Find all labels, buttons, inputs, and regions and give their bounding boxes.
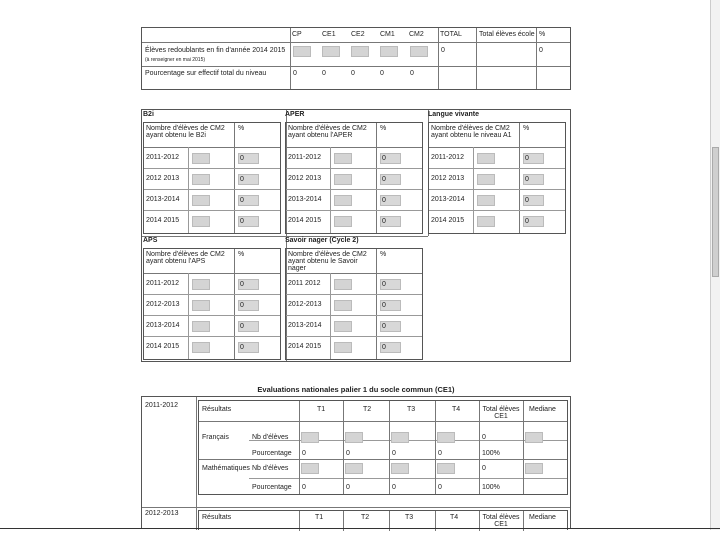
- eval-fr-t3-input[interactable]: [391, 432, 409, 443]
- b2i-count-input-3[interactable]: [192, 216, 210, 227]
- aps-pct-0: 0: [238, 279, 259, 290]
- eval-ma-pct-total: 100%: [482, 484, 500, 491]
- b2i-year-3: 2014 2015: [146, 217, 180, 224]
- langue-count-input-1[interactable]: [477, 174, 495, 185]
- eval2-header-t1: T1: [315, 514, 324, 521]
- eval2-header-t4: T4: [450, 514, 459, 521]
- eval2-header-mediane: Mediane: [529, 514, 556, 521]
- eval-ma-mediane-input[interactable]: [525, 463, 543, 474]
- aper-year-3: 2014 2015: [288, 217, 322, 224]
- eval-fr-t2-input[interactable]: [345, 432, 363, 443]
- savoir_nager-count-input-2[interactable]: [334, 321, 352, 332]
- savoir_nager-count-input-3[interactable]: [334, 342, 352, 353]
- header-total-eleves: Total élèves école: [479, 31, 535, 38]
- savoir-nager-section: [285, 237, 425, 360]
- b2i-year-0: 2011-2012: [146, 154, 179, 161]
- redoublants-panel: [141, 27, 571, 90]
- scrollbar-thumb[interactable]: [712, 147, 719, 277]
- b2i-pct-3: 0: [238, 216, 259, 227]
- eval-fr-t4-input[interactable]: [437, 432, 455, 443]
- aps-col-percent: %: [238, 251, 245, 258]
- eval-fr-total: 0: [482, 434, 486, 441]
- b2i-table: [143, 122, 281, 234]
- savoir_nager-year-1: 2012-2013: [288, 301, 322, 308]
- header-cp: CP: [292, 31, 302, 38]
- eval-fr-nb-label: Nb d'élèves: [252, 434, 289, 441]
- pct-cm2: 0: [410, 70, 414, 77]
- redoublants-ce2-input[interactable]: [351, 46, 369, 57]
- eval-fr-pct-label: Pourcentage: [252, 450, 292, 457]
- savoir_nager-year-0: 2011 2012: [288, 280, 321, 287]
- aps-year-0: 2011-2012: [146, 280, 179, 287]
- window-bottom-edge: [0, 528, 720, 529]
- aps-title: APS: [143, 237, 158, 244]
- langue-section: [428, 111, 568, 234]
- aper-col-percent: %: [380, 125, 387, 132]
- b2i-col-count: Nombre d'élèves de CM2 ayant obtenu le B2i: [146, 125, 225, 139]
- langue-pct-3: 0: [523, 216, 544, 227]
- eval-grid-year1: [198, 400, 568, 495]
- aper-count-input-3[interactable]: [334, 216, 352, 227]
- b2i-pct-0: 0: [238, 153, 259, 164]
- aps-table: [143, 248, 281, 360]
- eval2-header-resultats: Résultats: [202, 514, 232, 521]
- langue-count-input-3[interactable]: [477, 216, 495, 227]
- langue-pct-2: 0: [523, 195, 544, 206]
- langue-count-input-0[interactable]: [477, 153, 495, 164]
- b2i-count-input-2[interactable]: [192, 195, 210, 206]
- evaluations-panel: [141, 396, 571, 529]
- aper-year-1: 2012 2013: [288, 175, 322, 182]
- aper-count-input-2[interactable]: [334, 195, 352, 206]
- header-ce2: CE2: [351, 31, 365, 38]
- savoir_nager-pct-1: 0: [380, 300, 401, 311]
- eval-fr-mediane-input[interactable]: [525, 432, 543, 443]
- eval-ma-pct-label: Pourcentage: [252, 484, 292, 491]
- aps-pct-3: 0: [238, 342, 259, 353]
- eval-header-t4: T4: [452, 406, 461, 413]
- savoir_nager-year-2: 2013-2014: [288, 322, 322, 329]
- b2i-count-input-0[interactable]: [192, 153, 210, 164]
- eval-fr-pct-t3: 0: [392, 450, 396, 457]
- pct-ce2: 0: [351, 70, 355, 77]
- eval-francais-label: Français: [202, 434, 229, 441]
- savoir_nager-year-3: 2014 2015: [288, 343, 322, 350]
- b2i-count-input-1[interactable]: [192, 174, 210, 185]
- aps-year-3: 2014 2015: [146, 343, 180, 350]
- aper-pct-2: 0: [380, 195, 401, 206]
- savoir_nager-pct-0: 0: [380, 279, 401, 290]
- redoublants-cm2-input[interactable]: [410, 46, 428, 57]
- pct-ce1: 0: [322, 70, 326, 77]
- aper-year-2: 2013-2014: [288, 196, 322, 203]
- aper-col-count: Nombre d'élèves de CM2 ayant obtenu l'APER: [288, 125, 367, 139]
- langue-col-percent: %: [523, 125, 530, 132]
- evaluations-title: Evaluations nationales palier 1 du socle commun (CE1): [257, 385, 455, 394]
- eval-ma-t2-input[interactable]: [345, 463, 363, 474]
- aper-title: APER: [285, 111, 305, 118]
- redoublants-ce1-input[interactable]: [322, 46, 340, 57]
- eval-header-t1: T1: [317, 406, 326, 413]
- eval-ma-pct-t3: 0: [392, 484, 396, 491]
- redoublants-cp-input[interactable]: [293, 46, 311, 57]
- aper-table: [285, 122, 423, 234]
- aper-pct-0: 0: [380, 153, 401, 164]
- aps-count-input-3[interactable]: [192, 342, 210, 353]
- eval-header-resultats: Résultats: [202, 406, 232, 413]
- eval-grid-year2: [198, 510, 568, 530]
- eval-fr-pct-total: 100%: [482, 450, 500, 457]
- vertical-scrollbar[interactable]: [710, 0, 720, 530]
- langue-col-count: Nombre d'élèves de CM2 ayant obtenu le niveau A1: [431, 125, 512, 139]
- langue-pct-1: 0: [523, 174, 544, 185]
- aps-count-input-1[interactable]: [192, 300, 210, 311]
- aps-section: [143, 237, 283, 360]
- redoublants-total: 0: [441, 47, 445, 54]
- aps-count-input-0[interactable]: [192, 279, 210, 290]
- eval2-header-t2: T2: [361, 514, 370, 521]
- b2i-year-1: 2012 2013: [146, 175, 180, 182]
- header-cm2: CM2: [409, 31, 424, 38]
- aper-section: [285, 111, 425, 234]
- aps-pct-2: 0: [238, 321, 259, 332]
- langue-year-3: 2014 2015: [431, 217, 465, 224]
- eval-ma-t4-input[interactable]: [437, 463, 455, 474]
- aper-year-0: 2011-2012: [288, 154, 321, 161]
- langue-year-0: 2011-2012: [431, 154, 464, 161]
- savoir_nager-count-input-0[interactable]: [334, 279, 352, 290]
- pct-cm1: 0: [380, 70, 384, 77]
- eval-fr-pct-t2: 0: [346, 450, 350, 457]
- header-ce1: CE1: [322, 31, 336, 38]
- savoir_nager-pct-3: 0: [380, 342, 401, 353]
- eval-maths-label: Mathématiques: [202, 465, 250, 472]
- row-redoublants-label: Élèves redoublants en fin d'année 2014 2015: [145, 47, 286, 54]
- row-pourcentage-label: Pourcentage sur effectif total du niveau: [145, 70, 267, 77]
- eval-ma-pct-t2: 0: [346, 484, 350, 491]
- b2i-year-2: 2013-2014: [146, 196, 180, 203]
- aps-col-count: Nombre d'élèves de CM2 ayant obtenu l'APS: [146, 251, 225, 265]
- eval2-header-total: Total élèves CE1: [482, 514, 520, 528]
- eval-year-2: 2012-2013: [145, 510, 179, 517]
- langue-year-2: 2013-2014: [431, 196, 465, 203]
- eval-header-total: Total élèves CE1: [482, 406, 520, 420]
- eval-ma-t1-input[interactable]: [301, 463, 319, 474]
- eval-ma-nb-label: Nb d'élèves: [252, 465, 289, 472]
- b2i-section: [143, 111, 283, 234]
- eval-fr-t1-input[interactable]: [301, 432, 319, 443]
- pct-cp: 0: [293, 70, 297, 77]
- b2i-col-percent: %: [238, 125, 245, 132]
- eval-ma-pct-t4: 0: [438, 484, 442, 491]
- eval-header-t2: T2: [363, 406, 372, 413]
- aps-pct-1: 0: [238, 300, 259, 311]
- eval-ma-pct-t1: 0: [302, 484, 306, 491]
- savoir_nager-pct-2: 0: [380, 321, 401, 332]
- redoublants-percent: 0: [539, 47, 543, 54]
- savoir_nager-col-percent: %: [380, 251, 387, 258]
- aps-year-1: 2012-2013: [146, 301, 180, 308]
- eval2-header-t3: T3: [405, 514, 414, 521]
- eval-ma-total: 0: [482, 465, 486, 472]
- langue-year-1: 2012 2013: [431, 175, 465, 182]
- savoir_nager-table: [285, 248, 423, 360]
- eval-fr-pct-t4: 0: [438, 450, 442, 457]
- eval-year-1: 2011-2012: [145, 402, 178, 409]
- b2i-title: B2i: [143, 111, 154, 118]
- savoir_nager-col-count: Nombre d'élèves de CM2 ayant obtenu le Savoir nager: [288, 251, 367, 272]
- redoublants-cm1-input[interactable]: [380, 46, 398, 57]
- header-percent: %: [539, 31, 546, 38]
- b2i-pct-2: 0: [238, 195, 259, 206]
- row-redoublants-sublabel: (à renseigner en mai 2015): [145, 57, 206, 63]
- aper-pct-3: 0: [380, 216, 401, 227]
- aper-count-input-1[interactable]: [334, 174, 352, 185]
- aps-count-input-2[interactable]: [192, 321, 210, 332]
- savoir_nager-count-input-1[interactable]: [334, 300, 352, 311]
- langue-count-input-2[interactable]: [477, 195, 495, 206]
- aper-pct-1: 0: [380, 174, 401, 185]
- eval-header-mediane: Mediane: [529, 406, 556, 413]
- aper-count-input-0[interactable]: [334, 153, 352, 164]
- b2i-pct-1: 0: [238, 174, 259, 185]
- langue-pct-0: 0: [523, 153, 544, 164]
- eval-header-t3: T3: [407, 406, 416, 413]
- eval-ma-t3-input[interactable]: [391, 463, 409, 474]
- aps-year-2: 2013-2014: [146, 322, 180, 329]
- header-total: TOTAL: [440, 31, 462, 38]
- langue-table: [428, 122, 566, 234]
- savoir_nager-title: Savoir nager (Cycle 2): [285, 237, 359, 244]
- langue-title: Langue vivante: [428, 111, 479, 118]
- eval-fr-pct-t1: 0: [302, 450, 306, 457]
- header-cm1: CM1: [380, 31, 395, 38]
